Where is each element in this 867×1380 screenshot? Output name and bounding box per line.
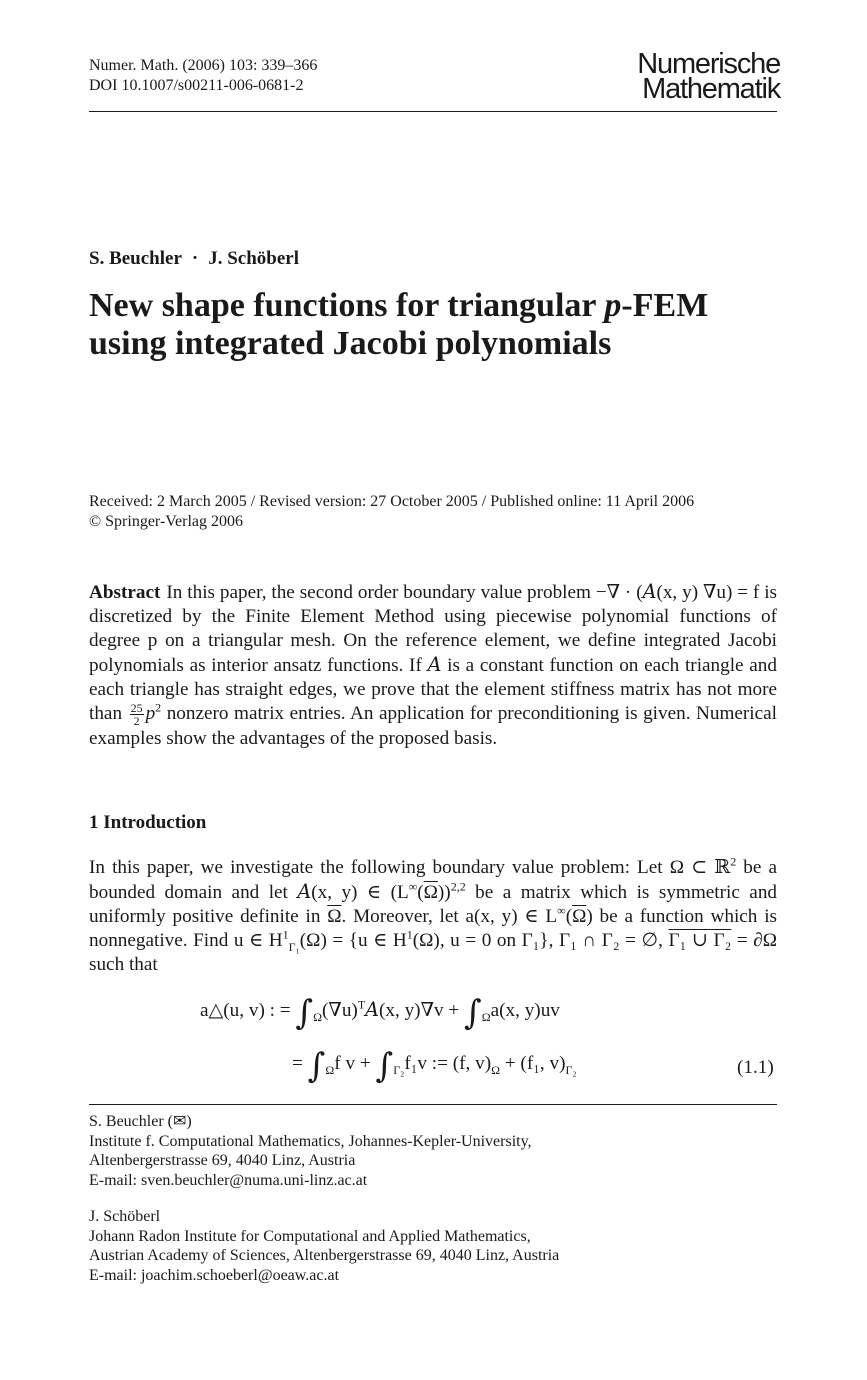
abstract-text-1: In this paper, the second order boundary value problem −∇ · ( — [166, 582, 643, 603]
omega-closure: $\overline{\Omega}$ — [327, 906, 342, 927]
intro-sub: Γ₁ — [288, 939, 300, 954]
abstract-label: Abstract — [89, 582, 161, 603]
intro-text: ( — [417, 882, 424, 903]
author-1-affiliation — [89, 1112, 532, 1190]
footnote-address-1: Altenbergerstrasse 69, 4040 Linz, Austria — [89, 1152, 356, 1169]
footnote-author-2: J. Schöberl — [89, 1208, 161, 1225]
intro-paragraph — [89, 856, 777, 977]
intro-text: . Moreover, let a(x, y) ∈ L — [341, 906, 558, 927]
author-separator: · — [191, 248, 199, 269]
equation-term: (x, y)∇v + — [379, 1000, 464, 1021]
equation-lhs: a△(u, v) : = — [200, 1000, 296, 1021]
abstract-exponent: 2 — [155, 700, 162, 715]
equation-sup: T — [357, 997, 366, 1012]
author-2: J. Schöberl — [208, 248, 300, 269]
equation-number: (1.1) — [737, 1057, 774, 1078]
footnote-address-2: Austrian Academy of Sciences, Altenbergerstrasse 69, 4040 Linz, Austria — [89, 1247, 560, 1264]
doi: DOI 10.1007/s00211-006-0681-2 — [89, 77, 304, 94]
matrix-symbol-a: A — [642, 580, 657, 603]
footnote-institute-1: Institute f. Computational Mathematics, Johannes-Kepler-University, — [89, 1132, 532, 1150]
equation-term: a(x, y)uv — [490, 1000, 560, 1021]
author-line — [89, 248, 299, 270]
intro-sup: 1 — [406, 927, 413, 942]
equation-term: f₁v := (f, v) — [404, 1053, 492, 1074]
intro-sup: 2 — [730, 854, 737, 869]
intro-sup: 2,2 — [450, 879, 466, 894]
abstract-p: p — [145, 703, 156, 724]
equation-line-1 — [200, 993, 560, 1033]
author-1: S. Beuchler — [89, 248, 182, 269]
integral-sign: ∫ — [295, 993, 314, 1033]
matrix-symbol-a: A — [427, 653, 442, 676]
omega-closure: $\overline{\Omega}$ — [423, 882, 438, 903]
abstract-text-3: is a constant function on each triangle and each triangle has straight edges, we prove that the element stiffness matrix has not more than — [89, 655, 777, 724]
fraction-numerator: 25 — [130, 701, 143, 716]
intro-text: (x, y) ∈ (L — [311, 882, 409, 903]
equation-term: (∇u) — [322, 1000, 358, 1021]
integral-domain: Ω — [481, 1009, 491, 1024]
fraction-denominator: 2 — [133, 714, 140, 729]
integral-domain: Ω — [325, 1062, 335, 1077]
fraction — [130, 702, 144, 727]
integral-sign: ∫ — [307, 1046, 326, 1086]
integral-domain: Γ₂ — [393, 1062, 405, 1077]
journal-name-line1: Numerische — [637, 48, 780, 80]
journal-name-line2: Mathematik — [642, 73, 780, 105]
intro-text: be a matrix which is symmetric and uniformly positive definite in — [89, 882, 778, 927]
equation-sub: Ω — [491, 1062, 501, 1077]
running-header — [89, 56, 317, 96]
gamma-union-closure: Γ₁ ∪ Γ₂ — [668, 930, 732, 951]
intro-text: be a bounded domain and let — [89, 857, 777, 903]
matrix-symbol-a: A — [365, 998, 380, 1021]
section-heading: 1 Introduction — [89, 812, 207, 833]
intro-text: ( — [565, 906, 573, 927]
intro-text: (Ω) = {u ∈ H — [299, 930, 407, 951]
citation: Numer. Math. (2006) 103: 339–366 — [89, 57, 318, 74]
intro-text: ) be a function which is nonnegative. Find u ∈ H — [89, 906, 777, 951]
integral-domain: Ω — [313, 1009, 323, 1024]
intro-sup: 1 — [282, 927, 289, 942]
title-line-1 — [89, 287, 789, 325]
title-p: p — [604, 287, 622, 324]
intro-text: In this paper, we investigate the following boundary value problem: Let Ω ⊂ ℝ — [89, 857, 731, 878]
abstract — [89, 580, 777, 751]
copyright: © Springer-Verlag 2006 — [89, 513, 244, 530]
intro-text: = ∂Ω such that — [89, 930, 777, 975]
title-line-2: using integrated Jacobi polynomials — [89, 325, 612, 362]
intro-text: )) — [437, 882, 451, 903]
integral-sign: ∫ — [463, 993, 482, 1033]
equation-sub: Γ₂ — [565, 1062, 577, 1077]
omega-closure: $\overline{\Omega}$ — [572, 906, 587, 927]
equation-equals: = — [292, 1053, 308, 1074]
footnote-email-2: E-mail: joachim.schoeberl@oeaw.ac.at — [89, 1266, 340, 1284]
footnote-rule — [89, 1104, 777, 1105]
footnote-email-1: E-mail: sven.beuchler@numa.uni-linz.ac.at — [89, 1171, 368, 1189]
intro-text: (Ω), u = 0 on Γ₁}, Γ₁ ∩ Γ₂ = ∅, — [412, 930, 669, 951]
paper-title — [89, 287, 789, 363]
author-2-affiliation — [89, 1207, 559, 1285]
publication-dates — [89, 492, 694, 532]
equation-term: + (f₁, v) — [500, 1053, 566, 1074]
title-fem: -FEM — [621, 287, 709, 324]
equation-term: f v + — [334, 1053, 376, 1074]
footnote-author-1: S. Beuchler (✉) — [89, 1113, 192, 1130]
intro-sup: ∞ — [408, 879, 418, 894]
dates-line: Received: 2 March 2005 / Revised version: 27 October 2005 / Published online: 11 April 2006 — [89, 493, 695, 510]
matrix-symbol-a: A — [297, 880, 312, 903]
equation-line-2 — [292, 1046, 577, 1086]
header-rule — [89, 111, 777, 112]
intro-sup: ∞ — [557, 903, 566, 918]
abstract-text-2: (x, y) ∇u) = f is discretized by the Finite Element Method using piecewise polynomial functions of degree p on a triangular mesh. On the reference element, we define integrated Jacobi polynomials as interior ansatz functions. If — [89, 582, 778, 676]
footnote-institute-2: Johann Radon Institute for Computational and Applied Mathematics, — [89, 1227, 531, 1245]
title-text: New shape functions for triangular — [89, 287, 605, 324]
journal-logo — [600, 48, 780, 105]
integral-sign: ∫ — [375, 1046, 394, 1086]
abstract-text-6: nonzero matrix entries. An application for preconditioning is given. Numerical examples show the advantages of the proposed basis. — [89, 703, 778, 750]
